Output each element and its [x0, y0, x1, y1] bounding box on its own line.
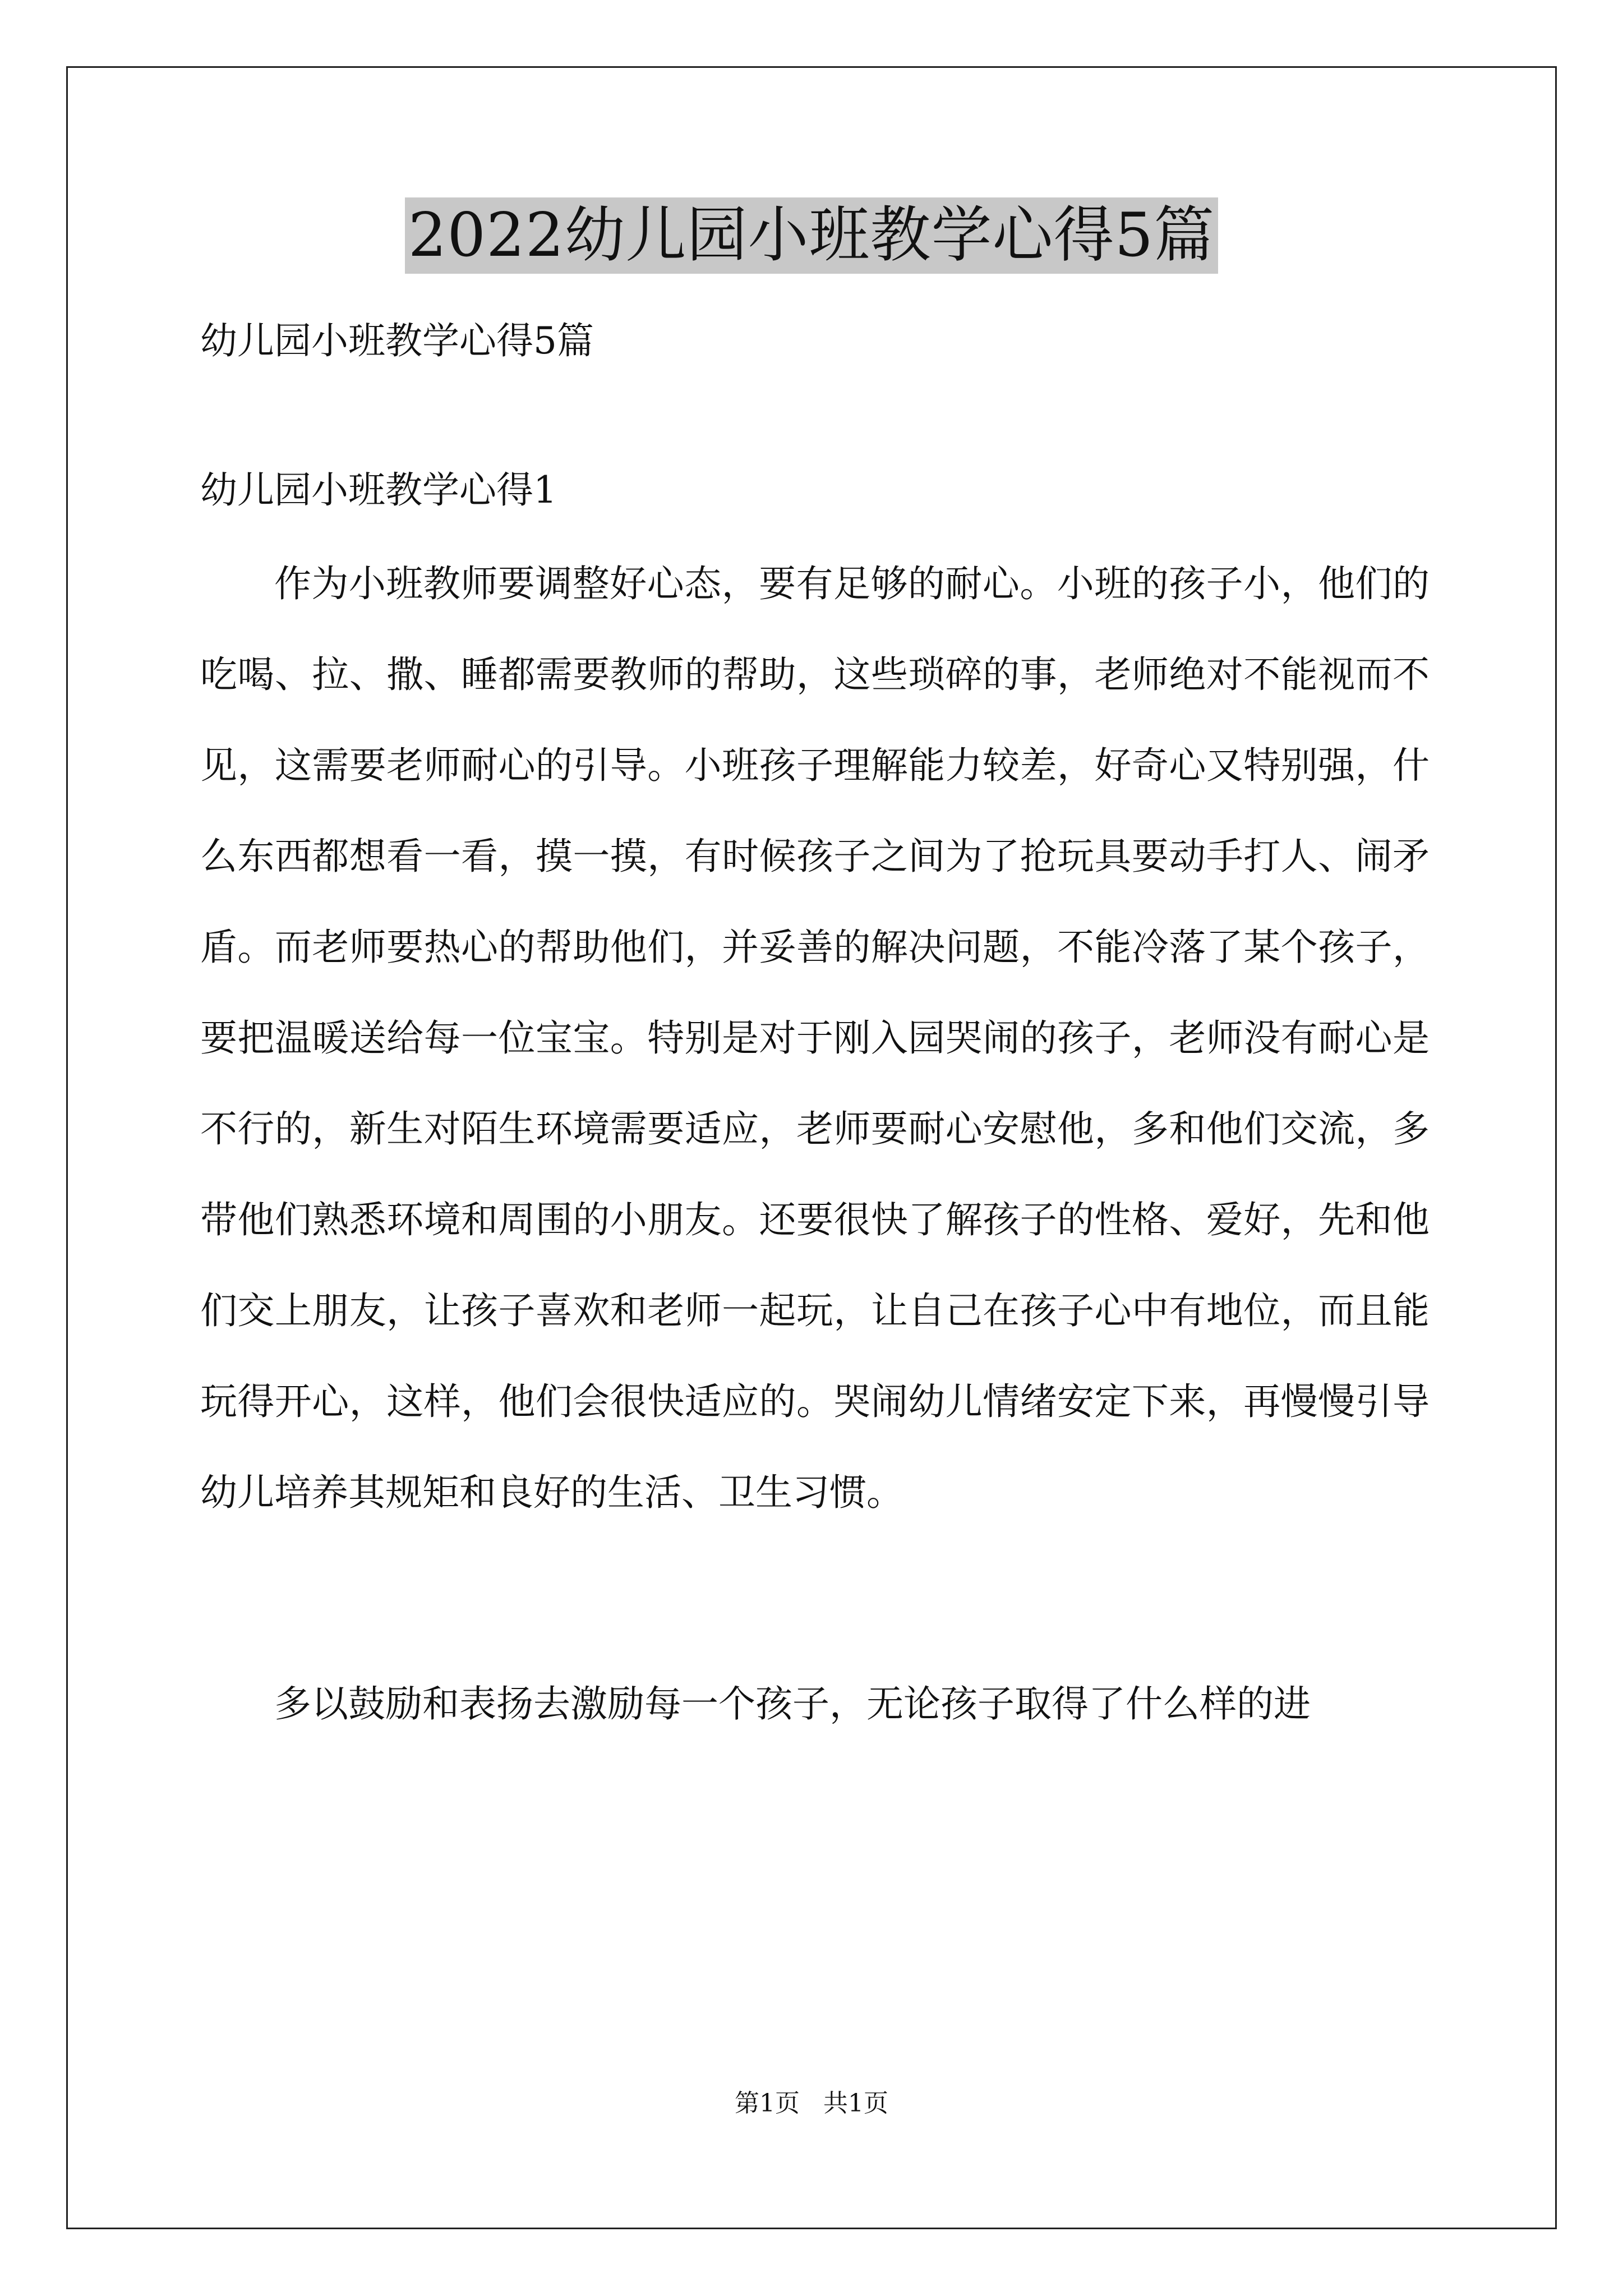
document-title: 2022幼儿园小班教学心得5篇 — [405, 197, 1219, 274]
body-paragraph-1: 作为小班教师要调整好心态，要有足够的耐心。小班的孩子小，他们的吃喝、拉、撒、睡都需要教师的帮助，这些琐碎的事，老师绝对不能视而不见，这需要老师耐心的引导。小班孩子理解能力较差，好奇心又特别强，什么东西都想看一看，摸一摸，有时候孩子之间为了抢玩具要动手打人、闹矛盾。而老师要热心的帮助他们，并妥善的解决问题，不能冷落了某个孩子，要把温暖送给每一位宝宝。特别是对于刚入园哭闹的孩子，老师没有耐心是不行的，新生对陌生环境需要适应，老师要耐心安慰他，多和他们交流，多带他们熟悉环境和周围的小朋友。还要很快了解孩子的性格、爱好，先和他们交上朋友，让孩子喜欢和老师一起玩，让自己在孩子心中有地位，而且能玩得开心，这样，他们会很快适应的。哭闹幼儿情绪安定下来，再慢慢引导幼儿培养其规矩和良好的生活、卫生习惯。 — [200, 562, 1430, 1514]
body-paragraph-2: 多以鼓励和表扬去激励每一个孩子，无论孩子取得了什么样的进 — [274, 1682, 1311, 1726]
page-footer: 第1页 共1页 — [735, 2089, 888, 2118]
section-heading: 幼儿园小班教学心得1 — [200, 468, 557, 512]
title-container — [0, 197, 1623, 274]
document-subtitle: 幼儿园小班教学心得5篇 — [200, 319, 594, 362]
